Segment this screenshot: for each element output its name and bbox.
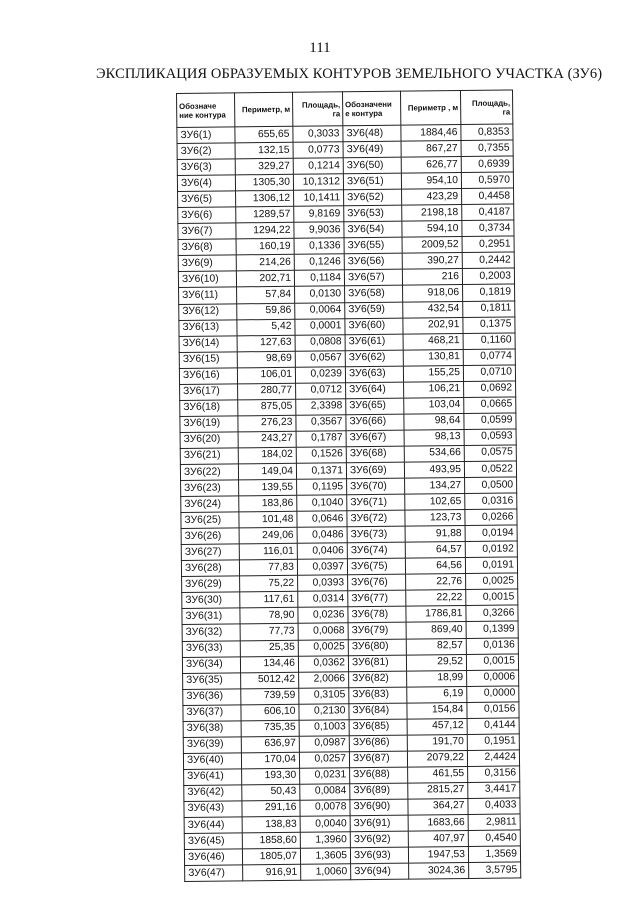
area-cell: 0,1371 xyxy=(296,463,346,480)
contour-code-cell: ЗУ6(34) xyxy=(182,656,240,673)
perimeter-2-cell: 216 xyxy=(402,269,462,286)
area-2-cell: 0,1399 xyxy=(466,621,518,638)
perimeter-cell: 1294,22 xyxy=(236,223,294,240)
contour-code-2-cell: ЗУ6(69) xyxy=(346,462,404,479)
contour-code-cell: ЗУ6(36) xyxy=(183,688,241,705)
perimeter-cell: 183,86 xyxy=(239,495,297,512)
perimeter-cell: 184,02 xyxy=(238,447,296,464)
area-2-cell: 0,0692 xyxy=(464,381,516,398)
area-2-cell: 3,5795 xyxy=(469,862,521,879)
area-cell: 1,3960 xyxy=(300,832,350,849)
perimeter-2-cell: 1683,66 xyxy=(408,814,468,831)
perimeter-cell: 101,48 xyxy=(239,511,297,528)
perimeter-2-cell: 457,12 xyxy=(407,718,467,735)
perimeter-cell: 160,19 xyxy=(236,239,294,256)
area-cell: 0,0808 xyxy=(295,334,345,351)
contour-code-2-cell: ЗУ6(88) xyxy=(350,767,408,784)
header-perimeter: Периметр, м xyxy=(235,92,293,127)
perimeter-2-cell: 82,57 xyxy=(406,638,466,655)
area-cell: 0,0236 xyxy=(298,607,348,624)
perimeter-cell: 139,55 xyxy=(239,479,297,496)
perimeter-2-cell: 123,73 xyxy=(405,510,465,527)
perimeter-cell: 127,63 xyxy=(237,335,295,352)
contour-code-2-cell: ЗУ6(66) xyxy=(346,414,404,431)
area-2-cell: 0,0316 xyxy=(465,493,517,510)
contour-code-2-cell: ЗУ6(65) xyxy=(346,398,404,415)
perimeter-cell: 77,83 xyxy=(239,560,297,577)
contour-code-cell: ЗУ6(27) xyxy=(181,544,239,561)
area-cell: 0,3105 xyxy=(299,687,349,704)
area-cell: 1,0060 xyxy=(301,864,351,881)
perimeter-cell: 78,90 xyxy=(240,608,298,625)
area-cell: 0,0406 xyxy=(297,543,347,560)
perimeter-2-cell: 29,52 xyxy=(406,654,466,671)
contour-code-cell: ЗУ6(4) xyxy=(177,175,235,192)
contour-code-2-cell: ЗУ6(87) xyxy=(349,751,407,768)
perimeter-cell: 916,91 xyxy=(243,864,301,881)
contour-code-2-cell: ЗУ6(71) xyxy=(347,494,405,511)
area-2-cell: 0,0194 xyxy=(465,525,517,542)
perimeter-2-cell: 22,76 xyxy=(406,574,466,591)
area-cell: 0,0025 xyxy=(298,639,348,656)
contour-code-cell: ЗУ6(26) xyxy=(181,528,239,545)
perimeter-cell: 170,04 xyxy=(241,752,299,769)
contour-code-2-cell: ЗУ6(63) xyxy=(345,366,403,383)
area-2-cell: 0,3156 xyxy=(468,766,520,783)
area-2-cell: 0,7355 xyxy=(461,140,513,157)
area-2-cell: 0,2442 xyxy=(462,252,514,269)
perimeter-cell: 1858,60 xyxy=(242,832,300,849)
perimeter-2-cell: 869,40 xyxy=(406,622,466,639)
perimeter-2-cell: 407,97 xyxy=(408,831,468,848)
contour-code-2-cell: ЗУ6(85) xyxy=(349,719,407,736)
perimeter-cell: 202,71 xyxy=(236,271,294,288)
perimeter-cell: 132,15 xyxy=(235,142,293,159)
area-cell: 0,0130 xyxy=(295,286,345,303)
area-cell: 1,3605 xyxy=(300,848,350,865)
perimeter-cell: 98,69 xyxy=(237,351,295,368)
contour-code-cell: ЗУ6(30) xyxy=(182,592,240,609)
perimeter-2-cell: 493,95 xyxy=(404,461,464,478)
contour-code-2-cell: ЗУ6(52) xyxy=(344,189,402,206)
contour-code-2-cell: ЗУ6(94) xyxy=(351,863,409,880)
area-2-cell: 0,0191 xyxy=(465,557,517,574)
area-2-cell: 0,1819 xyxy=(463,284,515,301)
contour-code-2-cell: ЗУ6(75) xyxy=(347,558,405,575)
contour-code-cell: ЗУ6(15) xyxy=(179,352,237,369)
area-cell: 0,0567 xyxy=(295,350,345,367)
contour-code-2-cell: ЗУ6(53) xyxy=(344,205,402,222)
area-cell: 0,3567 xyxy=(296,415,346,432)
perimeter-2-cell: 102,65 xyxy=(405,494,465,511)
contour-code-cell: ЗУ6(41) xyxy=(184,769,242,786)
perimeter-2-cell: 390,27 xyxy=(402,253,462,270)
area-2-cell: 0,1951 xyxy=(467,734,519,751)
area-2-cell: 0,8353 xyxy=(461,124,513,141)
contour-code-cell: ЗУ6(8) xyxy=(178,239,236,256)
perimeter-cell: 1306,12 xyxy=(236,190,294,207)
perimeter-2-cell: 18,99 xyxy=(407,670,467,687)
contour-code-2-cell: ЗУ6(59) xyxy=(345,302,403,319)
area-2-cell: 3,4417 xyxy=(468,782,520,799)
perimeter-2-cell: 954,10 xyxy=(401,173,461,190)
contour-code-cell: ЗУ6(33) xyxy=(182,640,240,657)
explication-table xyxy=(176,89,521,882)
contour-code-2-cell: ЗУ6(74) xyxy=(347,542,405,559)
area-cell: 0,0068 xyxy=(298,623,348,640)
perimeter-2-cell: 2079,22 xyxy=(407,750,467,767)
contour-code-2-cell: ЗУ6(82) xyxy=(349,671,407,688)
contour-code-cell: ЗУ6(11) xyxy=(179,287,237,304)
contour-code-2-cell: ЗУ6(77) xyxy=(348,590,406,607)
area-2-cell: 0,0593 xyxy=(464,429,516,446)
contour-code-cell: ЗУ6(9) xyxy=(178,255,236,272)
area-2-cell: 0,4187 xyxy=(462,204,514,221)
area-2-cell: 2,9811 xyxy=(468,814,520,831)
area-2-cell: 0,1811 xyxy=(463,300,515,317)
perimeter-cell: 655,65 xyxy=(235,126,293,143)
perimeter-cell: 1305,30 xyxy=(235,174,293,191)
area-cell: 0,1003 xyxy=(299,719,349,736)
perimeter-cell: 25,35 xyxy=(240,640,298,657)
area-cell: 0,0001 xyxy=(295,318,345,335)
perimeter-2-cell: 364,27 xyxy=(408,798,468,815)
area-2-cell: 0,4033 xyxy=(468,798,520,815)
contour-code-cell: ЗУ6(28) xyxy=(181,560,239,577)
perimeter-cell: 606,10 xyxy=(241,704,299,721)
contour-code-cell: ЗУ6(7) xyxy=(178,223,236,240)
area-cell: 0,1195 xyxy=(297,479,347,496)
perimeter-2-cell: 1884,46 xyxy=(401,125,461,142)
perimeter-cell: 5012,42 xyxy=(241,672,299,689)
area-cell: 0,1246 xyxy=(294,254,344,271)
contour-code-2-cell: ЗУ6(64) xyxy=(346,382,404,399)
area-cell: 0,1526 xyxy=(296,447,346,464)
header-contour-designation: Обозначе ние контура xyxy=(177,93,235,128)
contour-code-cell: ЗУ6(22) xyxy=(180,464,238,481)
area-2-cell: 0,0015 xyxy=(466,653,518,670)
perimeter-cell: 77,73 xyxy=(240,624,298,641)
area-cell: 0,2130 xyxy=(299,703,349,720)
perimeter-2-cell: 1947,53 xyxy=(408,847,468,864)
header-perimeter-2: Периметр , м xyxy=(400,91,460,126)
area-cell: 0,0987 xyxy=(299,736,349,753)
contour-code-2-cell: ЗУ6(61) xyxy=(345,334,403,351)
area-cell: 0,0362 xyxy=(298,655,348,672)
perimeter-2-cell: 534,66 xyxy=(404,445,464,462)
area-2-cell: 0,3266 xyxy=(466,605,518,622)
area-cell: 0,0397 xyxy=(297,559,347,576)
contour-code-2-cell: ЗУ6(72) xyxy=(347,510,405,527)
contour-code-2-cell: ЗУ6(86) xyxy=(349,735,407,752)
table-row xyxy=(185,862,521,882)
perimeter-2-cell: 468,21 xyxy=(403,333,463,350)
area-cell: 10,1312 xyxy=(293,174,343,191)
area-2-cell: 0,0599 xyxy=(464,413,516,430)
perimeter-2-cell: 432,54 xyxy=(403,301,463,318)
area-2-cell: 0,0192 xyxy=(465,541,517,558)
header-area-2: Площадь, га xyxy=(460,90,512,125)
contour-code-cell: ЗУ6(6) xyxy=(178,207,236,224)
area-cell: 0,0712 xyxy=(296,382,346,399)
perimeter-2-cell: 3024,36 xyxy=(409,863,469,880)
contour-code-2-cell: ЗУ6(51) xyxy=(343,173,401,190)
contour-code-2-cell: ЗУ6(92) xyxy=(350,831,408,848)
perimeter-cell: 291,16 xyxy=(242,800,300,817)
area-2-cell: 0,0774 xyxy=(463,349,515,366)
contour-code-2-cell: ЗУ6(67) xyxy=(346,430,404,447)
contour-code-2-cell: ЗУ6(58) xyxy=(345,286,403,303)
contour-code-2-cell: ЗУ6(90) xyxy=(350,799,408,816)
perimeter-2-cell: 98,64 xyxy=(404,413,464,430)
contour-code-cell: ЗУ6(19) xyxy=(180,416,238,433)
area-2-cell: 0,5970 xyxy=(461,172,513,189)
perimeter-2-cell: 98,13 xyxy=(404,429,464,446)
contour-code-cell: ЗУ6(13) xyxy=(179,319,237,336)
perimeter-cell: 280,77 xyxy=(238,383,296,400)
contour-code-cell: ЗУ6(24) xyxy=(181,496,239,513)
perimeter-cell: 636,97 xyxy=(241,736,299,753)
area-cell: 0,1040 xyxy=(297,495,347,512)
table-body xyxy=(177,124,521,882)
perimeter-cell: 739,59 xyxy=(241,688,299,705)
contour-code-cell: ЗУ6(45) xyxy=(184,833,242,850)
area-2-cell: 0,0000 xyxy=(467,686,519,703)
contour-code-cell: ЗУ6(42) xyxy=(184,785,242,802)
perimeter-2-cell: 867,27 xyxy=(401,141,461,158)
area-2-cell: 0,0710 xyxy=(463,365,515,382)
contour-code-2-cell: ЗУ6(89) xyxy=(350,783,408,800)
area-cell: 9,8169 xyxy=(294,206,344,223)
perimeter-2-cell: 918,06 xyxy=(403,285,463,302)
perimeter-2-cell: 154,84 xyxy=(407,702,467,719)
perimeter-2-cell: 106,21 xyxy=(404,381,464,398)
area-2-cell: 0,1375 xyxy=(463,317,515,334)
perimeter-2-cell: 2198,18 xyxy=(402,205,462,222)
contour-code-cell: ЗУ6(2) xyxy=(177,143,235,160)
contour-code-2-cell: ЗУ6(73) xyxy=(347,526,405,543)
area-cell: 9,9036 xyxy=(294,222,344,239)
page-number: 111 xyxy=(309,40,331,56)
perimeter-cell: 117,61 xyxy=(240,592,298,609)
contour-code-2-cell: ЗУ6(79) xyxy=(348,623,406,640)
area-cell: 0,0078 xyxy=(300,800,350,817)
contour-code-cell: ЗУ6(23) xyxy=(181,480,239,497)
perimeter-cell: 134,46 xyxy=(240,656,298,673)
contour-code-2-cell: ЗУ6(57) xyxy=(344,270,402,287)
contour-code-cell: ЗУ6(29) xyxy=(182,576,240,593)
contour-code-cell: ЗУ6(31) xyxy=(182,608,240,625)
perimeter-2-cell: 2815,27 xyxy=(408,782,468,799)
contour-code-2-cell: ЗУ6(70) xyxy=(347,478,405,495)
perimeter-2-cell: 130,81 xyxy=(403,349,463,366)
contour-code-cell: ЗУ6(21) xyxy=(180,448,238,465)
perimeter-cell: 75,22 xyxy=(240,576,298,593)
area-2-cell: 0,0006 xyxy=(467,670,519,687)
contour-code-cell: ЗУ6(43) xyxy=(184,801,242,818)
contour-code-cell: ЗУ6(10) xyxy=(178,271,236,288)
perimeter-2-cell: 64,57 xyxy=(405,542,465,559)
header-area: Площадь, га xyxy=(292,92,342,127)
contour-code-cell: ЗУ6(44) xyxy=(184,817,242,834)
perimeter-cell: 57,84 xyxy=(237,287,295,304)
perimeter-cell: 214,26 xyxy=(236,255,294,272)
perimeter-2-cell: 202,91 xyxy=(403,317,463,334)
contour-code-cell: ЗУ6(37) xyxy=(183,705,241,722)
area-cell: 0,1336 xyxy=(294,238,344,255)
perimeter-2-cell: 2009,52 xyxy=(402,237,462,254)
contour-code-cell: ЗУ6(12) xyxy=(179,303,237,320)
contour-code-cell: ЗУ6(3) xyxy=(177,159,235,176)
contour-code-2-cell: ЗУ6(78) xyxy=(348,607,406,624)
perimeter-cell: 1289,57 xyxy=(236,207,294,224)
perimeter-2-cell: 64,56 xyxy=(405,558,465,575)
perimeter-cell: 249,06 xyxy=(239,527,297,544)
contour-code-2-cell: ЗУ6(62) xyxy=(345,350,403,367)
document-title: ЭКСПЛИКАЦИЯ ОБРАЗУЕМЫХ КОНТУРОВ ЗЕМЕЛЬНОГО УЧАСТКА (ЗУ6) xyxy=(96,66,603,82)
contour-code-2-cell: ЗУ6(49) xyxy=(343,141,401,158)
area-2-cell: 0,0575 xyxy=(464,445,516,462)
perimeter-2-cell: 134,27 xyxy=(405,478,465,495)
contour-code-cell: ЗУ6(16) xyxy=(179,368,237,385)
area-cell: 0,0314 xyxy=(298,591,348,608)
perimeter-cell: 193,30 xyxy=(242,768,300,785)
contour-code-cell: ЗУ6(38) xyxy=(183,721,241,738)
area-2-cell: 0,0025 xyxy=(466,573,518,590)
area-cell: 0,0064 xyxy=(295,302,345,319)
contour-code-cell: ЗУ6(35) xyxy=(183,672,241,689)
perimeter-2-cell: 1786,81 xyxy=(406,606,466,623)
area-2-cell: 0,0015 xyxy=(466,589,518,606)
area-2-cell: 0,4458 xyxy=(462,188,514,205)
area-cell: 2,3398 xyxy=(296,399,346,416)
area-2-cell: 0,0522 xyxy=(464,461,516,478)
contour-code-2-cell: ЗУ6(93) xyxy=(350,847,408,864)
contour-code-2-cell: ЗУ6(56) xyxy=(344,254,402,271)
perimeter-2-cell: 91,88 xyxy=(405,526,465,543)
perimeter-cell: 735,35 xyxy=(241,720,299,737)
perimeter-cell: 243,27 xyxy=(238,431,296,448)
contour-code-2-cell: ЗУ6(68) xyxy=(346,446,404,463)
area-cell: 2,0066 xyxy=(299,671,349,688)
perimeter-2-cell: 22,22 xyxy=(406,590,466,607)
perimeter-2-cell: 594,10 xyxy=(402,221,462,238)
area-2-cell: 0,6939 xyxy=(461,156,513,173)
area-cell: 0,0084 xyxy=(300,784,350,801)
contour-code-2-cell: ЗУ6(81) xyxy=(348,655,406,672)
perimeter-cell: 149,04 xyxy=(238,463,296,480)
area-2-cell: 0,4540 xyxy=(468,830,520,847)
perimeter-cell: 116,01 xyxy=(239,543,297,560)
contour-code-cell: ЗУ6(5) xyxy=(178,191,236,208)
area-cell: 0,1214 xyxy=(293,158,343,175)
area-cell: 0,3033 xyxy=(293,126,343,143)
contour-code-cell: ЗУ6(39) xyxy=(183,737,241,754)
perimeter-2-cell: 191,70 xyxy=(407,734,467,751)
contour-code-2-cell: ЗУ6(76) xyxy=(348,574,406,591)
perimeter-2-cell: 155,25 xyxy=(403,365,463,382)
contour-code-cell: ЗУ6(46) xyxy=(184,849,242,866)
contour-code-cell: ЗУ6(14) xyxy=(179,335,237,352)
contour-code-cell: ЗУ6(20) xyxy=(180,432,238,449)
area-cell: 0,0486 xyxy=(297,527,347,544)
area-2-cell: 0,2003 xyxy=(462,268,514,285)
area-2-cell: 0,0665 xyxy=(464,397,516,414)
area-2-cell: 0,0266 xyxy=(465,509,517,526)
contour-code-cell: ЗУ6(40) xyxy=(183,753,241,770)
perimeter-cell: 50,43 xyxy=(242,784,300,801)
area-2-cell: 0,1160 xyxy=(463,333,515,350)
contour-code-2-cell: ЗУ6(91) xyxy=(350,815,408,832)
perimeter-cell: 329,27 xyxy=(235,158,293,175)
perimeter-2-cell: 423,29 xyxy=(402,189,462,206)
area-cell: 0,1184 xyxy=(294,270,344,287)
area-cell: 0,0257 xyxy=(299,752,349,769)
perimeter-2-cell: 103,04 xyxy=(404,397,464,414)
area-cell: 0,1787 xyxy=(296,431,346,448)
perimeter-cell: 106,01 xyxy=(237,367,295,384)
contour-code-cell: ЗУ6(47) xyxy=(185,865,243,882)
perimeter-2-cell: 626,77 xyxy=(401,157,461,174)
contour-code-2-cell: ЗУ6(54) xyxy=(344,221,402,238)
perimeter-cell: 276,23 xyxy=(238,415,296,432)
contour-code-2-cell: ЗУ6(83) xyxy=(349,687,407,704)
area-cell: 0,0239 xyxy=(295,366,345,383)
header-contour-designation-2: Обозначени е контура xyxy=(342,91,400,126)
perimeter-cell: 5,42 xyxy=(237,319,295,336)
area-2-cell: 1,3569 xyxy=(468,846,520,863)
contour-code-2-cell: ЗУ6(84) xyxy=(349,703,407,720)
area-2-cell: 0,0136 xyxy=(466,637,518,654)
perimeter-2-cell: 6,19 xyxy=(407,686,467,703)
area-cell: 0,0040 xyxy=(300,816,350,833)
contour-code-cell: ЗУ6(1) xyxy=(177,127,235,144)
perimeter-2-cell: 461,55 xyxy=(408,766,468,783)
perimeter-cell: 138,83 xyxy=(242,816,300,833)
area-cell: 0,0646 xyxy=(297,511,347,528)
contour-code-cell: ЗУ6(17) xyxy=(180,384,238,401)
contour-code-cell: ЗУ6(25) xyxy=(181,512,239,529)
area-2-cell: 0,2951 xyxy=(462,236,514,253)
area-cell: 0,0393 xyxy=(298,575,348,592)
table-header-row xyxy=(177,90,513,128)
area-cell: 0,0773 xyxy=(293,142,343,159)
area-2-cell: 0,0500 xyxy=(465,477,517,494)
area-cell: 10,1411 xyxy=(294,190,344,207)
area-cell: 0,0231 xyxy=(300,768,350,785)
area-2-cell: 0,4144 xyxy=(467,718,519,735)
area-2-cell: 0,3734 xyxy=(462,220,514,237)
contour-code-cell: ЗУ6(32) xyxy=(182,624,240,641)
perimeter-cell: 875,05 xyxy=(238,399,296,416)
perimeter-cell: 1805,07 xyxy=(242,848,300,865)
contour-code-cell: ЗУ6(18) xyxy=(180,400,238,417)
contour-code-2-cell: ЗУ6(80) xyxy=(348,639,406,656)
area-2-cell: 0,0156 xyxy=(467,702,519,719)
contour-code-2-cell: ЗУ6(50) xyxy=(343,157,401,174)
contour-code-2-cell: ЗУ6(60) xyxy=(345,318,403,335)
contour-code-2-cell: ЗУ6(55) xyxy=(344,237,402,254)
perimeter-cell: 59,86 xyxy=(237,303,295,320)
area-2-cell: 2,4424 xyxy=(467,750,519,767)
contour-code-2-cell: ЗУ6(48) xyxy=(343,125,401,142)
